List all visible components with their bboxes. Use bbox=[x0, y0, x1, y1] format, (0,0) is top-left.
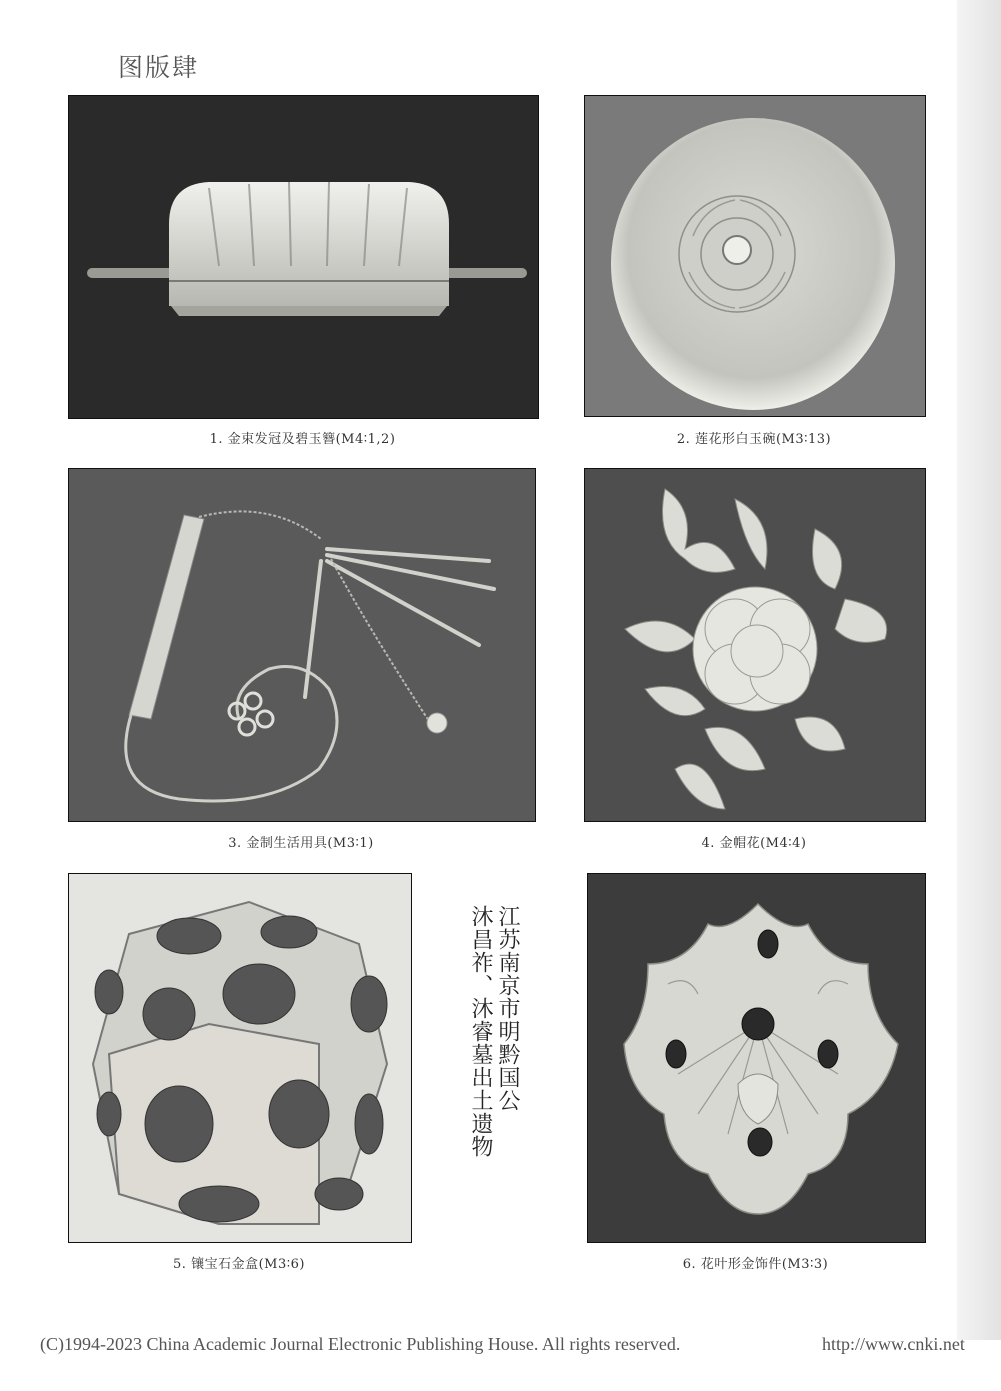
vertical-title-line-2: 沐昌祚、沐睿墓出土遗物 bbox=[468, 905, 493, 1158]
photo-gem-gold-box bbox=[68, 873, 412, 1243]
plate-title: 图版肆 bbox=[118, 53, 200, 82]
vertical-title-line-1: 江苏南京市明黔国公 bbox=[495, 905, 520, 1112]
caption-plate-5: 5. 镶宝石金盒(M3∶6) bbox=[173, 1257, 305, 1272]
photo-gold-hair-crown bbox=[68, 95, 539, 419]
caption-plate-1: 1. 金束发冠及碧玉簪(M4∶1,2) bbox=[209, 432, 396, 447]
copyright-notice: (C)1994-2023 China Academic Journal Electronic Publishing House. All rights reserved. bbox=[40, 1334, 681, 1354]
hat-flower-image bbox=[585, 469, 925, 821]
footer bbox=[0, 1334, 1001, 1362]
site-link[interactable]: http://www.cnki.net bbox=[822, 1334, 965, 1354]
leaf-ornament-image bbox=[588, 874, 925, 1242]
page-edge-shadow bbox=[957, 0, 1001, 1340]
hair-crown-image bbox=[69, 96, 538, 418]
photo-gold-hat-flower bbox=[584, 468, 926, 822]
photo-gold-utensils bbox=[68, 468, 536, 822]
caption-plate-2: 2. 莲花形白玉碗(M3∶13) bbox=[676, 432, 832, 447]
photo-lotus-jade-bowl bbox=[584, 95, 926, 417]
caption-plate-6: 6. 花叶形金饰件(M3∶3) bbox=[682, 1257, 829, 1272]
jade-bowl-image bbox=[585, 96, 925, 416]
gold-utensils-image bbox=[69, 469, 535, 821]
gem-box-image bbox=[69, 874, 411, 1242]
caption-plate-3: 3. 金制生活用具(M3∶1) bbox=[228, 836, 374, 851]
photo-flower-leaf-ornament bbox=[587, 873, 926, 1243]
caption-plate-4: 4. 金帽花(M4∶4) bbox=[701, 836, 807, 851]
